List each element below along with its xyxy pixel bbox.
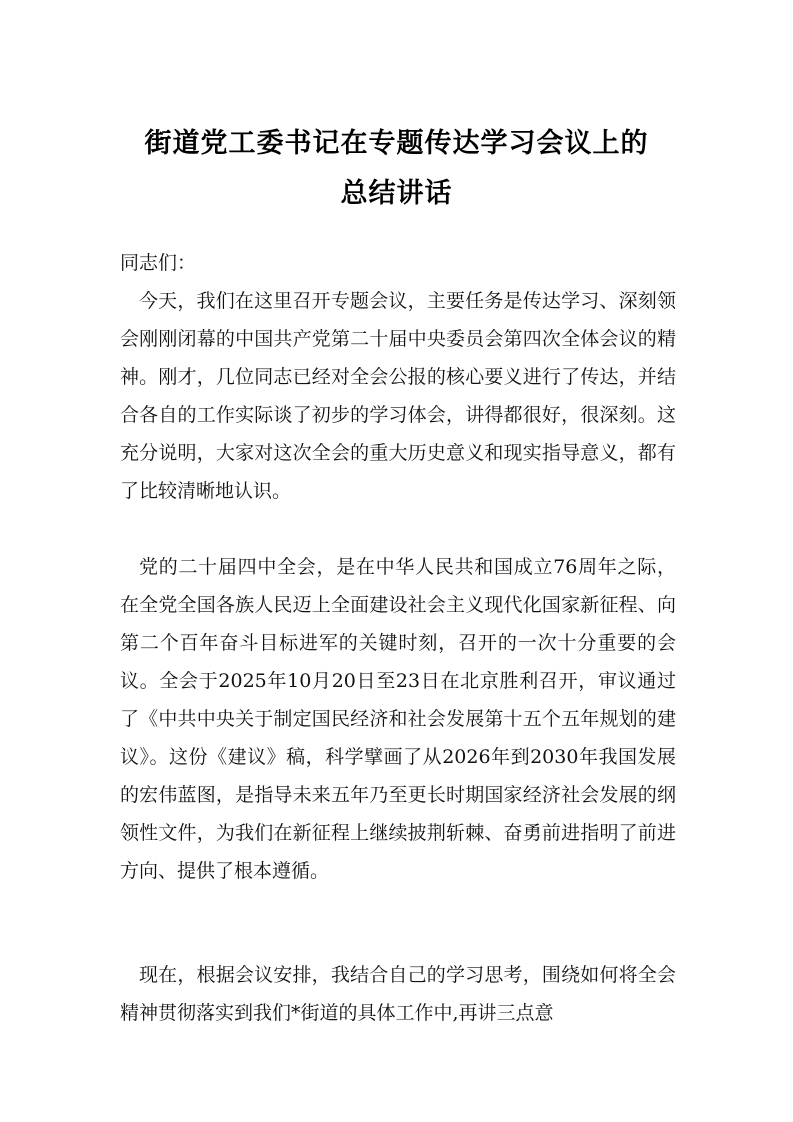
- salutation: 同志们：: [120, 252, 197, 274]
- paragraph-2: 党的二十届四中全会，是在中华人民共和国成立76周年之际，在全党全国各族人民迈上全面建设社会主义现代化国家新征程、向第二个百年奋斗目标进军的关键时刻，召开的一次十分重要的会议。全会于2025年10月20日至23日在北京胜利召开，审议通过了《中共中央关于制定国民经济和社会发展第十五个五年规划的建议》。这份《建议》稿，科学擘画了从2026年到2030年我国发展的宏伟蓝图，是指导未来五年乃至更长时期国家经济社会发展的纲领性文件，为我们在新征程上继续披荆斩棘、奋勇前进指明了前进方向、提供了根本遵循。: [120, 556, 676, 882]
- document-title-line-2: 总结讲话: [340, 178, 453, 209]
- paragraph-1: 今天，我们在这里召开专题会议，主要任务是传达学习、深刻领会刚刚闭幕的中国共产党第二十届中央委员会第四次全体会议的精神。刚才，几位同志已经对全会公报的核心要义进行了传达，并结合各自的工作实际谈了初步的学习体会，讲得都很好，很深刻。这充分说明，大家对这次全会的重大历史意义和现实指导意义，都有了比较清晰地认识。: [120, 290, 676, 502]
- paragraph-3: 现在，根据会议安排，我结合自己的学习思考，围绕如何将全会精神贯彻落实到我们*街道的具体工作中,再讲三点意: [120, 964, 676, 1024]
- document-title-line-1: 街道党工委书记在专题传达学习会议上的: [144, 128, 649, 159]
